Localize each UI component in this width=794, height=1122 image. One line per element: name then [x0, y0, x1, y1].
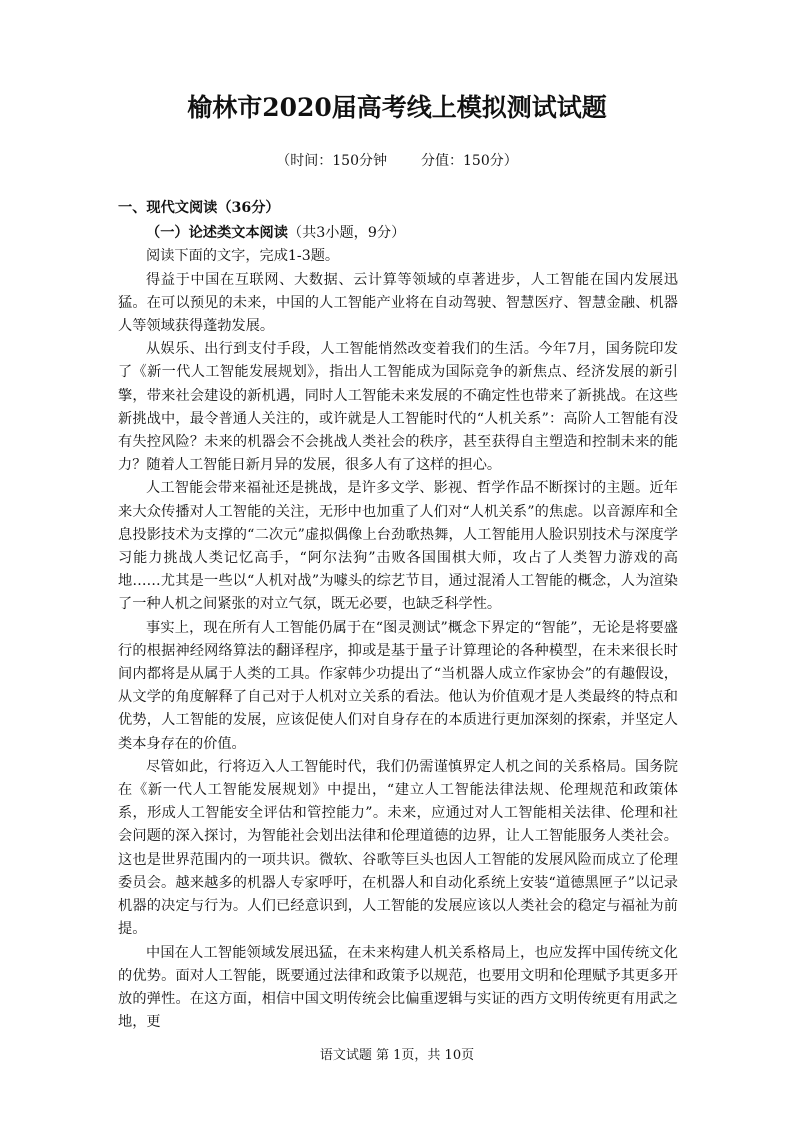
- time-info: （时间：150分钟: [276, 153, 387, 169]
- paragraph-2: 从娱乐、出行到支付手段，人工智能悄然改变着我们的生活。今年7月，国务院印发了《新一代人工智能发展规划》，指出人工智能成为国际竞争的新焦点、经济发展的新引擎，带来社会建设的新机遇，同时人工智能未来发展的不确定性也带来了新挑战。在这些新挑战中，最令普通人关注的，或许就是人工智能时代的“人机关系”：高阶人工智能有没有失控风险？未来的机器会不会挑战人类社会的秩序，甚至获得自主塑造和控制未来的能力？随着人工智能日新月异的发展，很多人有了这样的担心。: [118, 341, 678, 474]
- subsection-detail: （共3小题，9分）: [287, 225, 406, 242]
- subsection-heading: [118, 222, 678, 245]
- paragraph-1: 得益于中国在互联网、大数据、云计算等领域的卓著进步，人工智能在国内发展迅猛。在可以预见的未来，中国的人工智能产业将在自动驾驶、智慧医疗、智慧金融、机器人等领域获得蓬勃发展。: [118, 271, 678, 335]
- reading-instruction: 阅读下面的文字，完成1-3题。: [146, 248, 340, 265]
- paragraph-4: 事实上，现在所有人工智能仍属于在“图灵测试”概念下界定的“智能”，无论是将要盛行的根据神经网络算法的翻译程序，抑或是基于量子计算理论的各种模型，在未来很长时间内都将是从属于人类的工具。作家韩少功提出了“当机器人成立作家协会”的有趣假设，从文学的角度解释了自己对于人机对立关系的看法。他认为价值观才是人类最终的特点和优势，人工智能的发展，应该促使人们对自身存在的本质进行更加深刻的探索，并坚定人类本身存在的价值。: [118, 619, 678, 752]
- paragraph-3: 人工智能会带来福祉还是挑战，是许多文学、影视、哲学作品不断探讨的主题。近年来大众传播对人工智能的关注，无形中也加重了人们对“人机关系”的焦虑。以音源库和全息投影技术为支撑的“二次元”虚拟偶像上台劲歌热舞，人工智能用人脸识别技术与深度学习能力挑战人类记忆高手，“阿尔法狗”击败各国围棋大师，攻占了人类智力游戏的高地……尤其是一些以“人机对战”为噱头的综艺节目，通过混淆人工智能的概念，人为渲染了一种人机之间紧张的对立气氛，既无必要，也缺乏科学性。: [118, 480, 678, 613]
- score-info: 分值：150分）: [421, 153, 518, 169]
- section-heading: 一、现代文阅读（36分）: [118, 200, 280, 216]
- subsection-title: （一）论述类文本阅读: [146, 225, 288, 242]
- exam-time-score: [0, 150, 794, 170]
- paragraph-6: 中国在人工智能领域发展迅猛，在未来构建人机关系格局上，也应发挥中国传统文化的优势。面对人工智能，既要通过法律和政策予以规范，也要用文明和伦理赋予其更多开放的弹性。在这方面，相信中国文明传统会比偏重逻辑与实证的西方文明传统更有用武之地，更: [118, 944, 678, 1031]
- page-footer: 语文试题 第 1页，共 10页: [319, 1048, 475, 1063]
- exam-content: [118, 197, 678, 1034]
- paragraph-5: 尽管如此，行将迈入人工智能时代，我们仍需谨慎界定人机之间的关系格局。国务院在《新一代人工智能发展规划》中提出，“建立人工智能法律法规、伦理规范和政策体系，形成人工智能安全评估和管控能力”。未来，应通过对人工智能相关法律、伦理和社会问题的深入探讨，为智能社会划出法律和伦理道德的边界，让人工智能服务人类社会。这也是世界范围内的一项共识。微软、谷歌等巨头也因人工智能的发展风险而成立了伦理委员会。越来越多的机器人专家呼吁，在机器人和自动化系统上安装“道德黑匣子”以记录机器的决定与行为。人们已经意识到，人工智能的发展应该以人类社会的稳定与福祉为前提。: [118, 758, 678, 938]
- exam-title: 榆林市2020届高考线上模拟测试试题: [187, 93, 607, 122]
